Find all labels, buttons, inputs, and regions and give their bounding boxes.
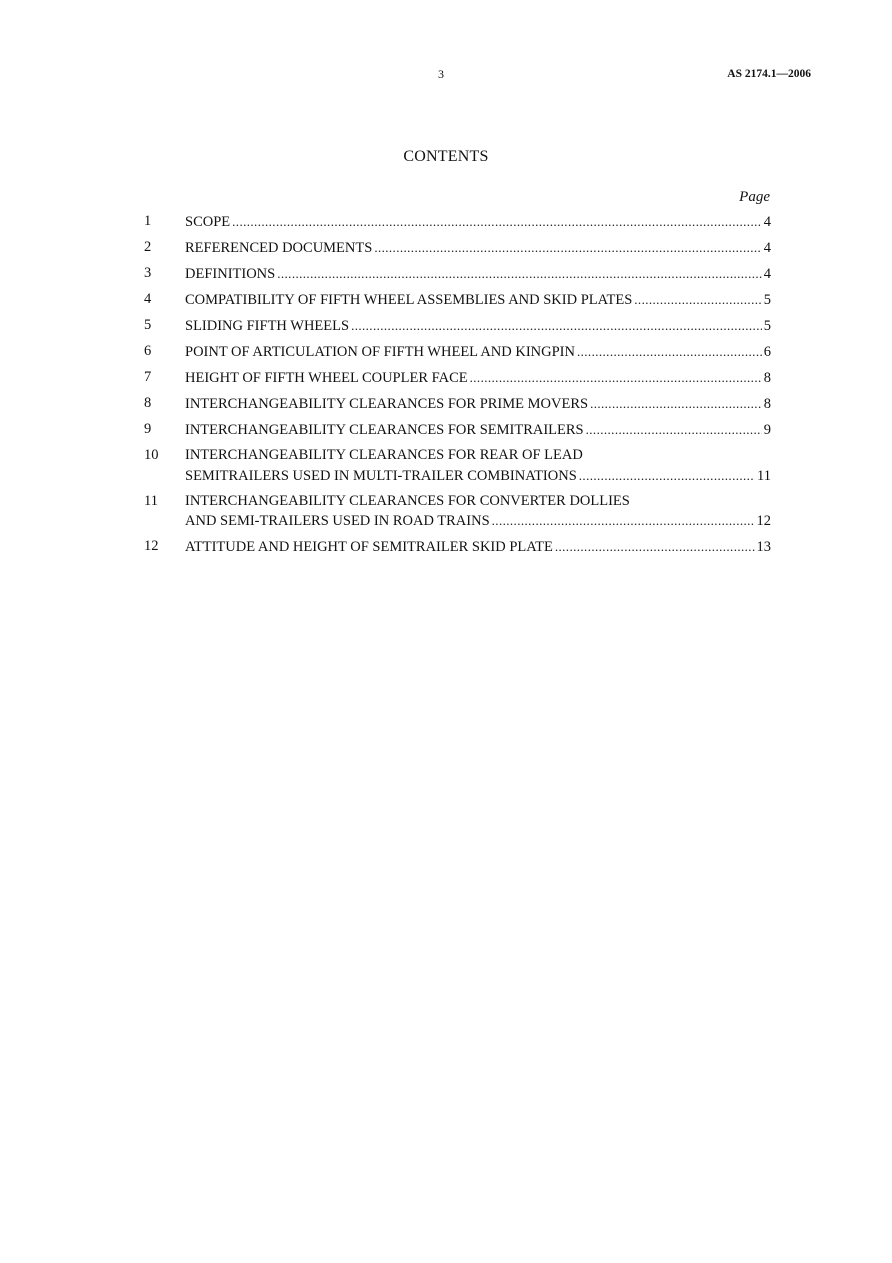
toc-entry-number: 10 xyxy=(144,447,159,463)
toc-entry-page: 5 xyxy=(763,292,771,308)
toc-entry-page: 4 xyxy=(763,240,771,256)
table-of-contents xyxy=(144,212,771,563)
toc-entry-line xyxy=(185,264,771,285)
toc-entry-line xyxy=(185,466,771,487)
toc-entry-body xyxy=(185,394,771,415)
toc-entry-line xyxy=(185,238,771,259)
dot-leader xyxy=(555,537,755,558)
toc-entry-number: 11 xyxy=(144,492,158,509)
toc-entry-body xyxy=(185,212,771,233)
toc-entry-body xyxy=(185,446,771,486)
toc-entry-title: INTERCHANGEABILITY CLEARANCES FOR CONVERTER DOLLIES xyxy=(185,492,630,509)
toc-entry-title: INTERCHANGEABILITY CLEARANCES FOR SEMITRAILERS xyxy=(185,422,584,438)
dot-leader xyxy=(232,212,762,233)
toc-entry-page: 5 xyxy=(763,318,771,334)
toc-entry-number: 3 xyxy=(144,265,152,281)
toc-entry-line xyxy=(185,511,771,532)
toc-entry-number: 2 xyxy=(144,239,152,255)
toc-entry-title: SLIDING FIFTH WHEELS xyxy=(185,318,350,334)
toc-entry-page: 4 xyxy=(763,214,771,230)
toc-entry[interactable] xyxy=(144,492,771,532)
toc-entry-number: 4 xyxy=(144,291,152,307)
toc-entry-title: REFERENCED DOCUMENTS xyxy=(185,240,373,256)
toc-entry-page: 6 xyxy=(763,344,771,360)
toc-entry[interactable] xyxy=(144,212,771,233)
dot-leader xyxy=(634,290,761,311)
dot-leader xyxy=(586,420,762,441)
toc-entry-page: 11 xyxy=(757,467,771,484)
toc-entry-body xyxy=(185,290,771,311)
toc-entry-title: HEIGHT OF FIFTH WHEEL COUPLER FACE xyxy=(185,370,468,386)
page-number: 3 xyxy=(438,67,444,81)
toc-entry[interactable] xyxy=(144,446,771,486)
page-column-label: Page xyxy=(739,189,770,205)
toc-entry-line xyxy=(185,537,771,558)
toc-entry[interactable] xyxy=(144,368,771,389)
toc-entry-body xyxy=(185,238,771,259)
toc-entry-line xyxy=(185,290,771,311)
toc-entry-line xyxy=(185,446,771,466)
toc-entry[interactable] xyxy=(144,394,771,415)
toc-entry-title: INTERCHANGEABILITY CLEARANCES FOR REAR OF LEAD xyxy=(185,447,583,463)
toc-entry-number: 9 xyxy=(144,421,152,437)
dot-leader xyxy=(277,264,762,285)
dot-leader xyxy=(492,511,755,532)
dot-leader xyxy=(374,238,761,259)
toc-entry-title: COMPATIBILITY OF FIFTH WHEEL ASSEMBLIES AND SKID PLATES xyxy=(185,292,633,308)
toc-entry-title: POINT OF ARTICULATION OF FIFTH WHEEL AND KINGPIN xyxy=(185,344,575,360)
toc-entry-title: INTERCHANGEABILITY CLEARANCES FOR PRIME MOVERS xyxy=(185,396,589,412)
toc-entry[interactable] xyxy=(144,264,771,285)
toc-entry-title: ATTITUDE AND HEIGHT OF SEMITRAILER SKID PLATE xyxy=(185,539,553,555)
toc-entry[interactable] xyxy=(144,316,771,337)
toc-entry-title: AND SEMI-TRAILERS USED IN ROAD TRAINS xyxy=(185,513,490,529)
toc-entry-page: 8 xyxy=(763,396,771,412)
toc-entry-body xyxy=(185,342,771,363)
toc-entry-page: 8 xyxy=(763,370,771,386)
contents-heading: CONTENTS xyxy=(403,148,489,165)
toc-entry-line xyxy=(185,342,771,363)
toc-entry-line xyxy=(185,420,771,441)
toc-entry-number: 6 xyxy=(144,343,152,359)
dot-leader xyxy=(577,342,762,363)
standard-identifier: AS 2174.1—2006 xyxy=(727,68,811,80)
toc-entry[interactable] xyxy=(144,290,771,311)
toc-entry[interactable] xyxy=(144,238,771,259)
toc-entry-title: SCOPE xyxy=(185,214,231,230)
toc-entry-number: 8 xyxy=(144,395,152,411)
toc-entry-body xyxy=(185,492,771,532)
toc-entry-body xyxy=(185,420,771,441)
toc-entry-body xyxy=(185,264,771,285)
dot-leader xyxy=(470,368,762,389)
toc-entry-title: SEMITRAILERS USED IN MULTI-TRAILER COMBINATIONS xyxy=(185,467,577,484)
dot-leader xyxy=(579,466,755,487)
toc-entry[interactable] xyxy=(144,342,771,363)
toc-entry-page: 12 xyxy=(756,513,771,529)
toc-entry-number: 7 xyxy=(144,369,152,385)
toc-entry-body xyxy=(185,316,771,337)
toc-entry-line xyxy=(185,316,771,337)
toc-entry-page: 4 xyxy=(763,266,771,282)
toc-entry-title: DEFINITIONS xyxy=(185,266,276,282)
toc-entry-line xyxy=(185,368,771,389)
toc-entry-number: 1 xyxy=(144,213,152,229)
toc-entry-page: 13 xyxy=(756,539,771,555)
toc-entry-line xyxy=(185,212,771,233)
toc-entry[interactable] xyxy=(144,420,771,441)
toc-entry-body xyxy=(185,537,771,558)
toc-entry-body xyxy=(185,368,771,389)
toc-entry-number: 5 xyxy=(144,317,152,333)
toc-entry-number: 12 xyxy=(144,538,159,554)
dot-leader xyxy=(590,394,762,415)
dot-leader xyxy=(351,316,762,337)
toc-entry-page: 9 xyxy=(763,422,771,438)
toc-entry[interactable] xyxy=(144,537,771,558)
toc-entry-line xyxy=(185,394,771,415)
toc-entry-line xyxy=(185,492,771,512)
